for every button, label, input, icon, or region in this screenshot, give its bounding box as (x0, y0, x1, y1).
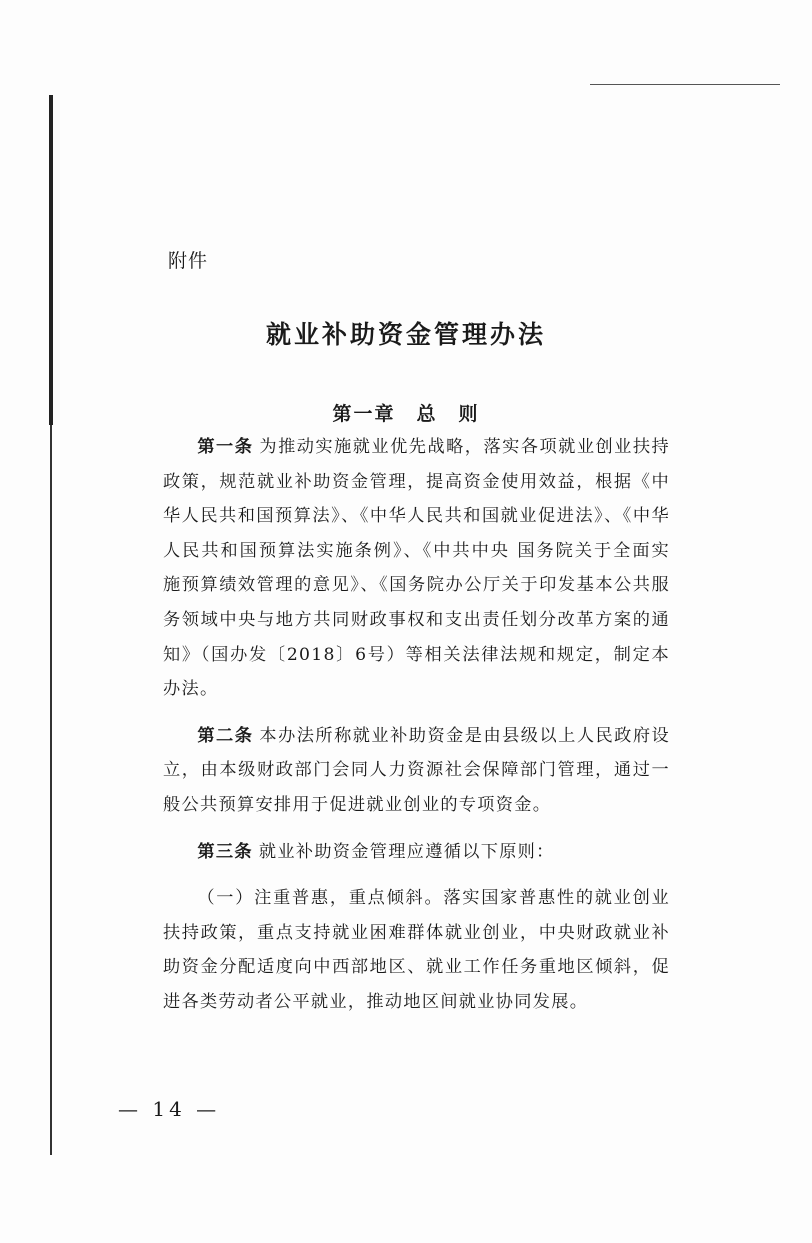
article-text: 为推动实施就业优先战略，落实各项就业创业扶持政策，规范就业补助资金管理，提高资金使用效益，根据《中华人民共和国预算法》、《中华人民共和国就业促进法》、《中华人民共和国预算法实施条例》、《中共中央 国务院关于全面实施预算绩效管理的意见》、《国务院办公厅关于印发基本公共服务领域中央与地方共同财政事权和支出责任划分改革方案的通知》（国办发〔2018〕6号）等相关法律法规和规定，制定本办法。 (163, 437, 670, 700)
scan-artifact-bar (49, 95, 53, 425)
article-text: 本办法所称就业补助资金是由县级以上人民政府设立，由本级财政部门会同人力资源社会保障部门管理，通过一般公共预算安排用于促进就业创业的专项资金。 (163, 725, 670, 815)
document-body (163, 430, 670, 1032)
scan-artifact-line (590, 84, 780, 85)
article-text: 就业补助资金管理应遵循以下原则： (258, 841, 555, 862)
article-paragraph (163, 835, 670, 870)
article-label: 第一条 (197, 437, 254, 457)
chapter-heading: 第一章 总 则 (332, 403, 480, 425)
clause-paragraph: （一）注重普惠，重点倾斜。落实国家普惠性的就业创业扶持政策，重点支持就业困难群体就业创业，中央财政就业补助资金分配适度向中西部地区、就业工作任务重地区倾斜，促进各类劳动者公平就业，推动地区间就业协同发展。 (163, 888, 670, 1012)
document-title: 就业补助资金管理办法 (265, 320, 546, 349)
annex-label: 附件 (168, 250, 209, 272)
article-label: 第三条 (197, 841, 253, 862)
article-label: 第二条 (197, 725, 254, 746)
page-number: — 14 — (118, 1097, 221, 1121)
article-paragraph (163, 430, 670, 707)
article-paragraph (163, 719, 670, 823)
scan-artifact-bar-thin (50, 425, 52, 1155)
